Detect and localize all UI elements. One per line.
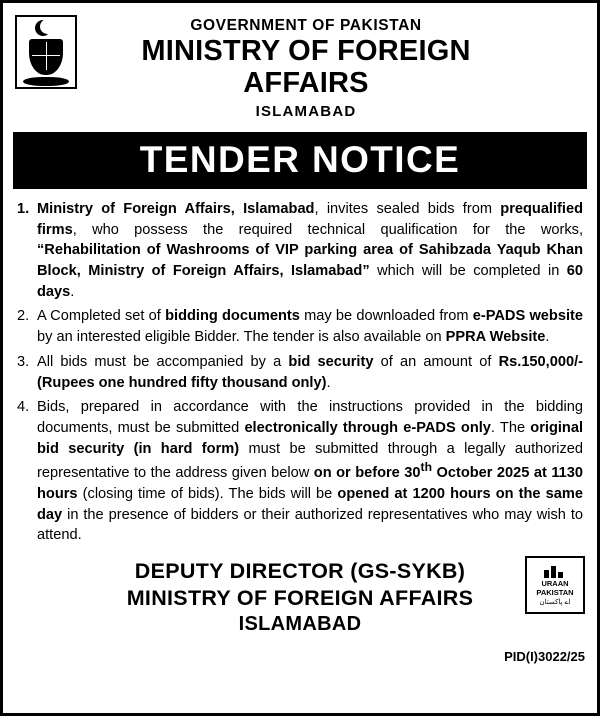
- document-footer: [3, 554, 597, 666]
- uraan-bars-icon: [544, 564, 566, 578]
- notice-item: [17, 306, 583, 347]
- notice-item: [17, 397, 583, 546]
- ministry-line: MINISTRY OF FOREIGN AFFAIRS: [141, 35, 471, 99]
- notice-item-number: 1.: [17, 200, 30, 217]
- notice-items-list: [17, 199, 583, 546]
- notice-item-text: A Completed set of bidding documents may be downloaded from e-PADS website by an interested eligible Bidder. The tender is also available on PPRA Website.: [37, 308, 583, 346]
- banner-title: TENDER NOTICE: [139, 138, 461, 180]
- header-titles: [77, 13, 585, 120]
- government-line: GOVERNMENT OF PAKISTAN: [190, 17, 422, 34]
- city-line: ISLAMABAD: [255, 102, 357, 120]
- tender-notice-banner: [13, 132, 587, 189]
- crescent-star-icon: [33, 20, 59, 38]
- shield-icon: [29, 39, 63, 75]
- notice-item: [17, 352, 583, 393]
- pakistan-state-emblem-icon: [15, 15, 77, 89]
- logo-urdu-text: اے پاکستان: [539, 599, 571, 607]
- uraan-pakistan-logo: [525, 556, 585, 614]
- notice-item-number: 2.: [17, 308, 30, 325]
- logo-title-line2: PAKISTAN: [536, 587, 574, 597]
- signatory-block: [15, 554, 585, 637]
- notice-body: [3, 189, 597, 546]
- scroll-banner-icon: [23, 77, 69, 86]
- notice-item-number: 3.: [17, 353, 30, 370]
- notice-item-text: Bids, prepared in accordance with the instructions provided in the bidding documents, must be submitted electronically through e-PADS only. The original bid security (in hard form) must be submitted through a legally authorized representative to the address given below on or before 30th October 2025 at 1130 hours (closing time of bids). The bids will be opened at 1200 hours on the same day in the presence of bidders or their authorized representatives who may wish to attend.: [37, 399, 583, 544]
- notice-item: [17, 199, 583, 303]
- document-header: [3, 3, 597, 124]
- signatory-city: ISLAMABAD: [238, 612, 362, 635]
- notice-item-text: Ministry of Foreign Affairs, Islamabad, invites sealed bids from prequalified firms, who possess the required technical qualification for the works, “Rehabilitation of Washrooms of VIP parking area of Sahibzada Yaqub Khan Block, Ministry of Foreign Affairs, Islamabad” which will be completed in 60 days.: [37, 200, 584, 300]
- signatory-title: DEPUTY DIRECTOR (GS-SYKB): [134, 559, 466, 584]
- logo-title-line1: URAAN: [541, 579, 569, 589]
- pid-number: PID(I)3022/25: [504, 649, 585, 665]
- notice-item-number: 4.: [17, 399, 30, 416]
- signatory-ministry: MINISTRY OF FOREIGN AFFAIRS: [126, 586, 474, 611]
- notice-item-text: All bids must be accompanied by a bid security of an amount of Rs.150,000/- (Rupees one hundred fifty thousand only).: [37, 353, 583, 391]
